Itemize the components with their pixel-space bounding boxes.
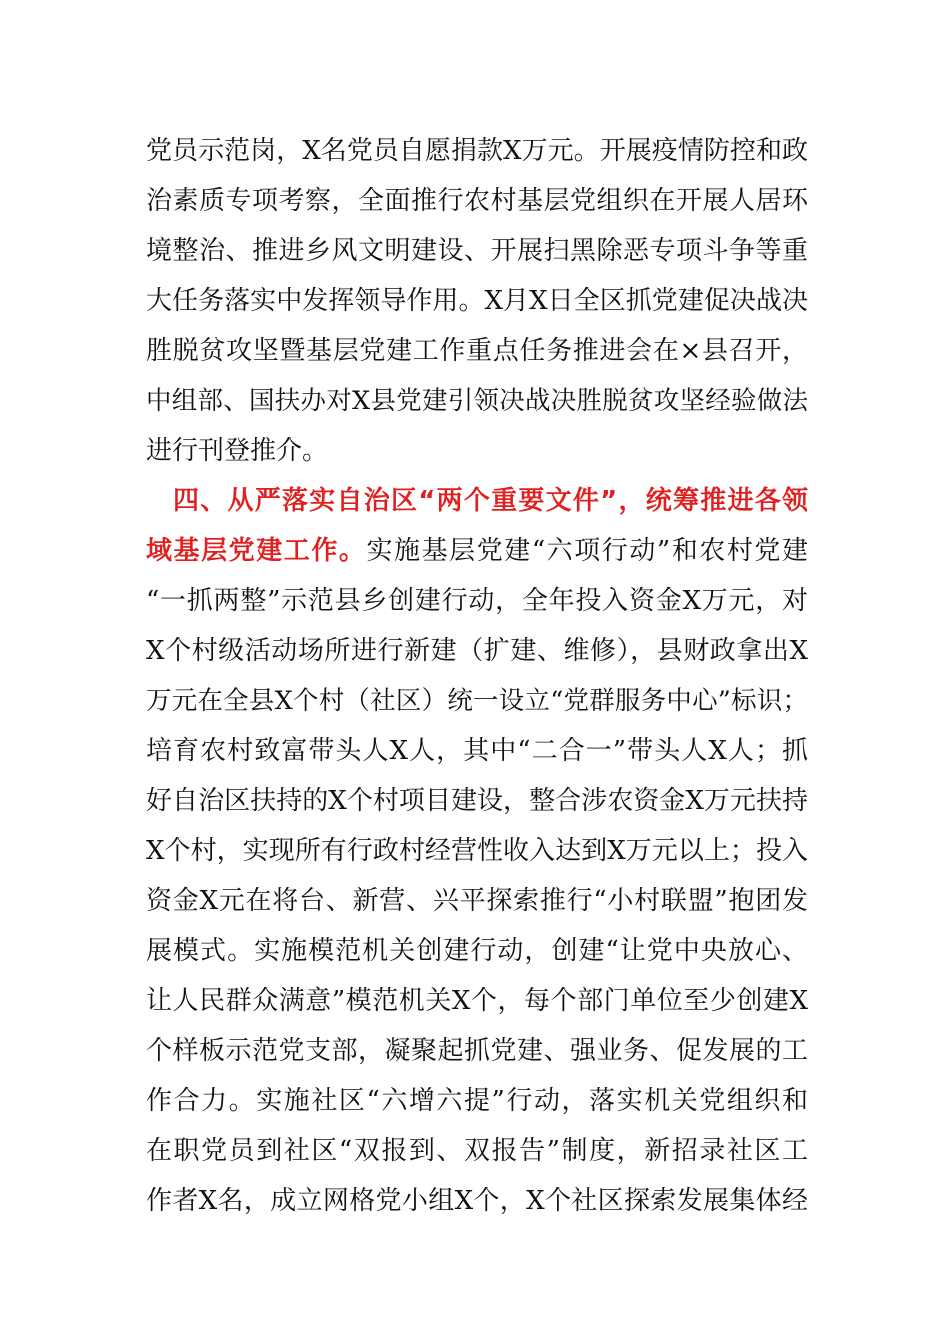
text-line: 资金X元在将台、新营、兴平探索推行“小村联盟”抱团发 [146,886,808,916]
section-heading-line [146,476,808,526]
text-line: 个样板示范党支部，凝聚起抓党建、强业务、促发展的工 [146,1036,808,1066]
text-line: “一抓两整”示范县乡创建行动，全年投入资金X万元，对 [146,586,808,616]
text-line: 培育农村致富带头人X人，其中“二合一”带头人X人；抓 [146,736,808,766]
text-line: 党员示范岗，X名党员自愿捐款X万元。开展疫情防控和政 [146,136,808,166]
text-line: 治素质专项考察，全面推行农村基层党组织在开展人居环 [146,186,808,216]
document-body [146,126,808,1226]
text-span: 实施基层党建“六项行动”和农村党建 [366,536,808,566]
text-line: 好自治区扶持的X个村项目建设，整合涉农资金X万元扶持 [146,786,808,816]
text-line: 在职党员到社区“双报到、双报告”制度，新招录社区工 [146,1136,808,1166]
text-line: X个村，实现所有行政村经营性收入达到X万元以上；投入 [146,836,808,866]
paragraph-1 [146,126,808,476]
text-line: 境整治、推进乡风文明建设、开展扫黑除恶专项斗争等重 [146,236,808,266]
text-line: 胜脱贫攻坚暨基层党建工作重点任务推进会在×县召开， [146,336,808,366]
text-line: 进行刊登推介。 [146,436,329,466]
text-line: 展模式。实施模范机关创建行动，创建“让党中央放心、 [146,936,808,966]
text-line: 万元在全县X个村（社区）统一设立“党群服务中心”标识； [146,686,808,716]
text-line: 作者X名，成立网格党小组X个，X个社区探索发展集体经 [146,1186,808,1216]
paragraph-2 [146,476,808,1226]
text-line: X个村级活动场所进行新建（扩建、维修），县财政拿出X [146,636,808,666]
section-heading-end: 域基层党建工作。 [146,536,367,566]
text-line: 让人民群众满意”模范机关X个，每个部门单位至少创建X [146,986,808,1016]
text-line [146,526,808,576]
text-line: 中组部、国扶办对X县党建引领决战决胜脱贫攻坚经验做法 [146,386,808,416]
section-heading: 四、从严落实自治区“两个重要文件”，统筹推进各领 [173,486,808,516]
text-line: 大任务落实中发挥领导作用。X月X日全区抓党建促决战决 [146,286,808,316]
text-line: 作合力。实施社区“六增六提”行动，落实机关党组织和 [146,1086,808,1116]
